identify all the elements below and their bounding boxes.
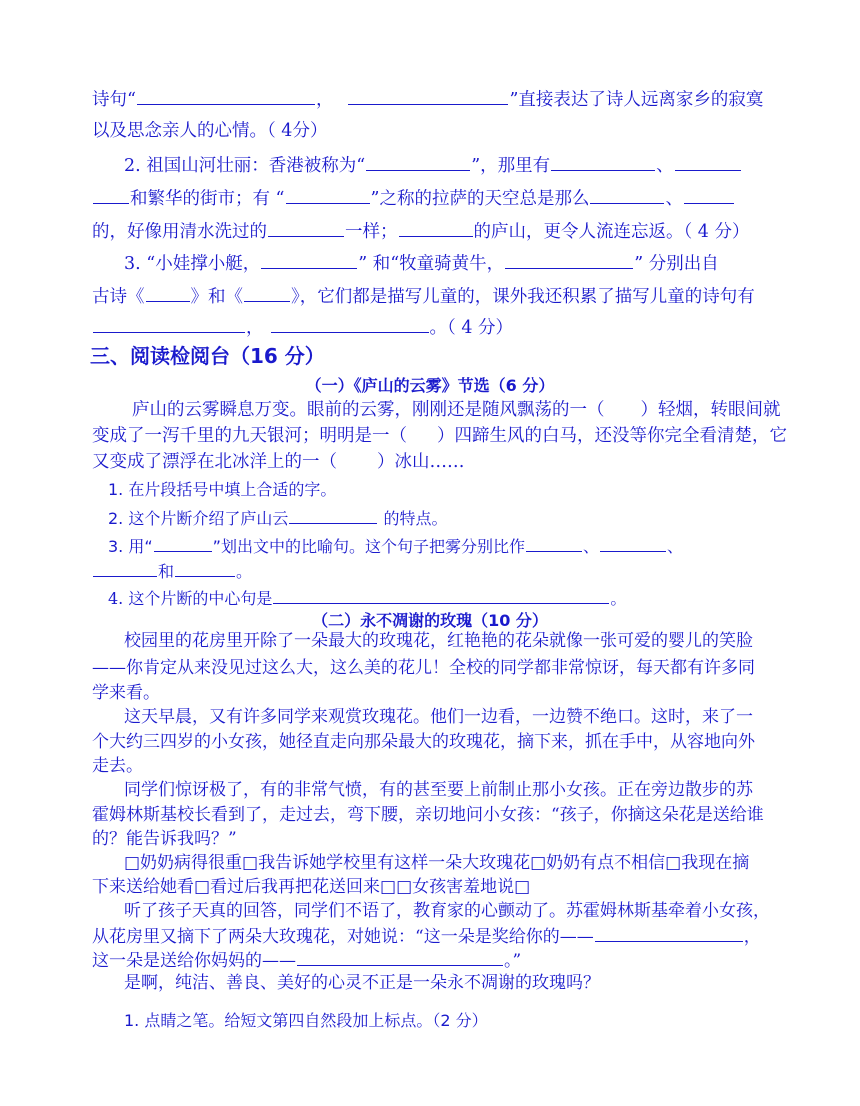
text: ， — [246, 318, 264, 338]
passage1-line3 — [92, 450, 465, 474]
q1-line1 — [92, 86, 763, 110]
answer-blank[interactable] — [93, 185, 129, 204]
q1-line2 — [92, 119, 327, 143]
answer-blank[interactable] — [399, 218, 473, 237]
answer-blank[interactable] — [271, 314, 429, 333]
answer-blank[interactable] — [590, 185, 664, 204]
answer-blank[interactable] — [289, 505, 377, 524]
q2-line1 — [124, 152, 742, 176]
text: 这一朵是送给你妈妈的—— — [92, 951, 296, 971]
p5-line1: 听了孩子天真的回答，同学们不语了，教育家的心颤动了。苏霍姆林斯基牵着小女孩， — [124, 901, 770, 921]
passage1-line1 — [132, 398, 781, 422]
passage1-q3 — [108, 533, 683, 557]
p3-line2: 霍姆林斯基校长看到了，走过去，弯下腰，亲切地问小女孩：“孩子，你摘这朵花是送给谁 — [92, 805, 764, 825]
text: 以及思念亲人的心情。（ 4分） — [92, 121, 328, 141]
answer-blank[interactable] — [93, 314, 245, 333]
q3-line1 — [124, 250, 719, 274]
text: ）轻烟，转眼间就 — [640, 400, 781, 420]
answer-blank[interactable] — [154, 533, 212, 552]
passage2-title: （二）永不凋谢的玫瑰（10 分） — [312, 611, 548, 630]
section-title: 三、阅读检阅台（16 分） — [90, 344, 325, 368]
text: 古诗《 — [92, 287, 145, 307]
text: ）四蹄生风的白马，还没等你完全看清楚，它 — [437, 426, 787, 446]
p6-line: 是啊，纯洁、善良、美好的心灵不正是一朵永不凋谢的玫瑰吗？ — [124, 973, 600, 993]
answer-blank[interactable] — [551, 152, 655, 171]
text: 一样； — [345, 222, 398, 242]
text: ， — [743, 927, 761, 947]
answer-blank[interactable] — [600, 533, 666, 552]
answer-blank[interactable] — [273, 585, 609, 604]
p1-line3: 学来看。 — [92, 683, 160, 703]
text: 的，好像用清水洗过的 — [92, 222, 267, 242]
text: 、 — [665, 189, 683, 209]
p4-line1: □奶奶病得很重□我告诉她学校里有这样一朵大玫瑰花□奶奶有点不相信□我现在摘 — [124, 853, 750, 873]
q3-line3 — [92, 314, 513, 338]
passage1-q1: 1. 在片段括号中填上合适的字。 — [108, 480, 337, 499]
p2-line3: 走去。 — [92, 756, 143, 776]
text: 2. 祖国山河壮丽：香港被称为“ — [124, 156, 366, 176]
answer-blank[interactable] — [175, 558, 235, 577]
p2-line1: 这天早晨，又有许多同学来观赏玫瑰花。他们一边看，一边赞不绝口。这时，来了一 — [124, 707, 753, 727]
answer-blank[interactable] — [684, 185, 734, 204]
answer-blank[interactable] — [268, 218, 344, 237]
text: 和繁华的街市；有 “ — [130, 189, 285, 209]
text: 又变成了漂浮在北冰洋上的一（ — [92, 452, 337, 472]
answer-blank[interactable] — [286, 185, 370, 204]
text: ）冰山…… — [377, 452, 465, 472]
text: 的特点。 — [378, 509, 448, 528]
q2-line3 — [92, 218, 750, 242]
p1-line1: 校园里的花房里开除了一朵最大的玫瑰花，红艳艳的花朵就像一张可爱的婴儿的笑脸 — [124, 631, 753, 651]
text: ， — [315, 90, 334, 110]
p5-line2 — [92, 923, 761, 947]
passage2-q1: 1. 点睛之笔。给短文第四自然段加上标点。（2 分） — [124, 1011, 488, 1030]
answer-blank[interactable] — [297, 947, 503, 966]
text: 4. 这个片断的中心句是 — [108, 589, 273, 608]
p5-line3 — [92, 947, 521, 971]
q3-line2 — [92, 283, 755, 307]
answer-blank[interactable] — [348, 86, 508, 105]
text: 》，它们都是描写儿童的，课外我还积累了描写儿童的诗句有 — [291, 287, 755, 307]
p1-line2: ——你肯定从来没见过这么大，这么美的花儿！全校的同学都非常惊讶，每天都有许多同 — [92, 658, 755, 678]
answer-blank[interactable] — [595, 923, 743, 942]
text: ” 分别出自 — [634, 254, 719, 274]
passage1-title: （一）《庐山的云雾》节选（6 分） — [305, 376, 555, 395]
text: 和 — [158, 562, 175, 581]
text: 。 — [610, 589, 627, 608]
text: 。” — [504, 951, 522, 971]
answer-blank[interactable] — [526, 533, 582, 552]
text: 。 — [236, 562, 253, 581]
text: 庐山的云雾瞬息万变。眼前的云雾，刚刚还是随风飘荡的一（ — [132, 400, 605, 420]
text: 2. 这个片断介绍了庐山云 — [108, 509, 289, 528]
q2-line2 — [92, 185, 735, 209]
text: ” 和“牧童骑黄牛， — [358, 254, 505, 274]
text: ”之称的拉萨的天空总是那么 — [370, 189, 590, 209]
text: 变成了一泻千里的九天银河；明明是一（ — [92, 426, 407, 446]
text: ”，那里有 — [471, 156, 551, 176]
text: 的庐山，更令人流连忘返。（ 4 分） — [473, 222, 750, 242]
p2-line2: 个大约三四岁的小女孩，她径直走向那朵最大的玫瑰花，摘下来，抓在手中，从容地向外 — [92, 732, 755, 752]
text: ”划出文中的比喻句。这个句子把雾分别比作 — [212, 537, 525, 556]
passage1-line2 — [92, 424, 787, 448]
answer-blank[interactable] — [137, 86, 315, 105]
text: 、 — [656, 156, 674, 176]
text: 、 — [666, 537, 683, 556]
text: 。（ 4 分） — [429, 318, 514, 338]
answer-blank[interactable] — [675, 152, 741, 171]
passage1-q3-line2 — [92, 558, 252, 582]
text: 、 — [582, 537, 599, 556]
answer-blank[interactable] — [244, 283, 290, 302]
text: 从花房里又摘下了两朵大玫瑰花，对她说：“这一朵是奖给你的—— — [92, 927, 594, 947]
text: 》和《 — [190, 287, 243, 307]
text: 3. “小娃撑小艇， — [124, 254, 261, 274]
answer-blank[interactable] — [505, 250, 633, 269]
answer-blank[interactable] — [146, 283, 190, 302]
text: 3. 用“ — [108, 537, 153, 556]
p3-line1: 同学们惊讶极了，有的非常气愤，有的甚至要上前制止那小女孩。正在旁边散步的苏 — [124, 780, 753, 800]
p4-line2: 下来送给她看□看过后我再把花送回来□□女孩害羞地说□ — [92, 877, 531, 897]
text: ”直接表达了诗人远离家乡的寂寞 — [509, 90, 764, 110]
answer-blank[interactable] — [93, 558, 157, 577]
answer-blank[interactable] — [261, 250, 357, 269]
passage1-q2 — [108, 505, 447, 529]
text: 诗句“ — [92, 90, 136, 110]
p3-line3: 的？能告诉我吗？” — [92, 829, 237, 849]
passage1-q4 — [108, 585, 626, 609]
answer-blank[interactable] — [366, 152, 470, 171]
